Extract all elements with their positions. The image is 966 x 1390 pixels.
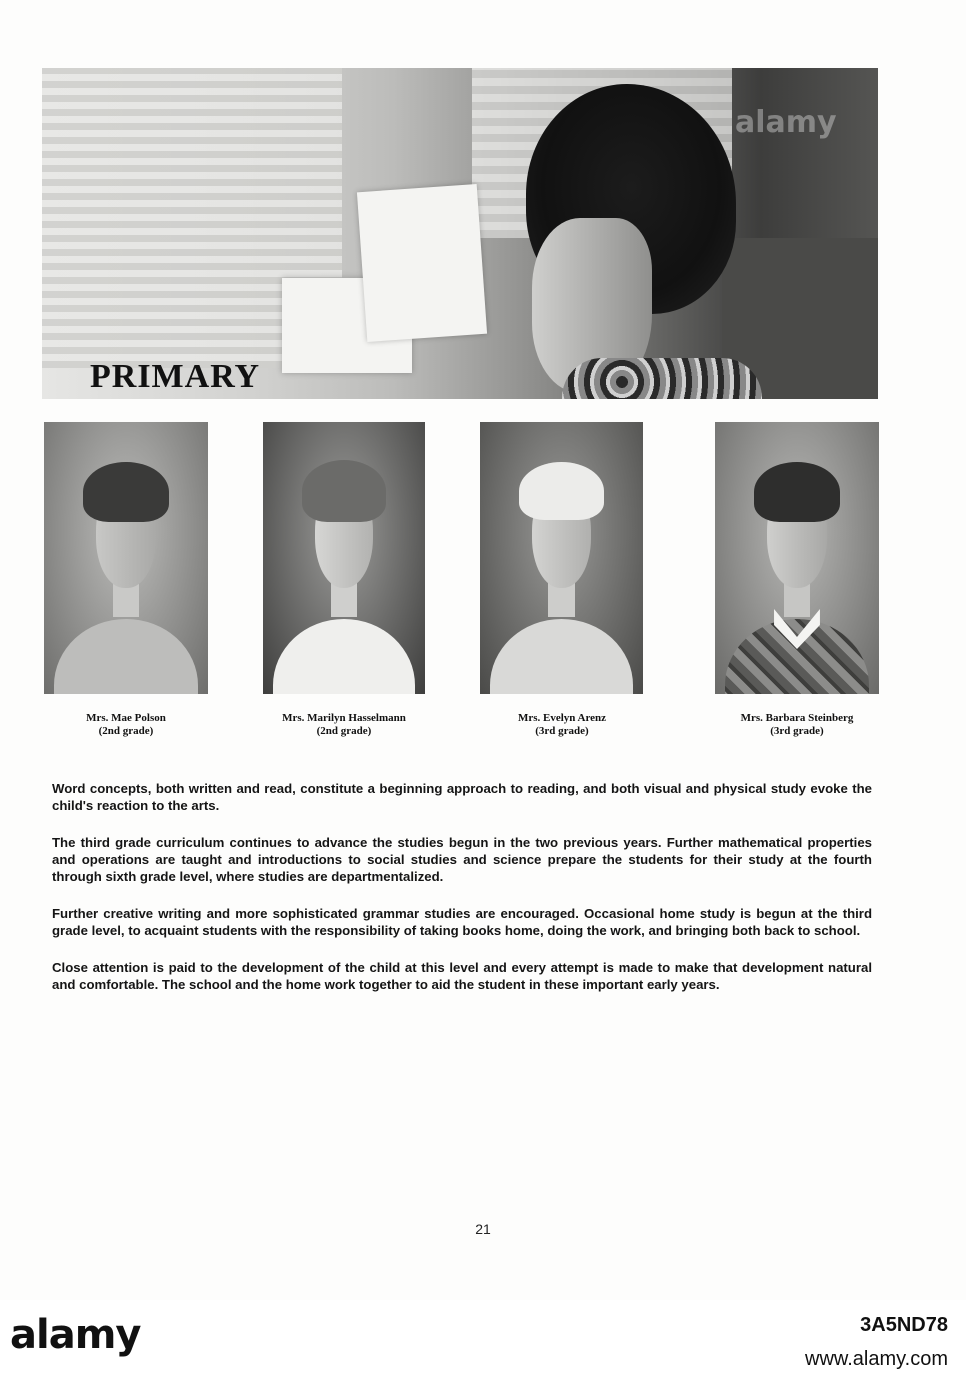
section-title: PRIMARY <box>90 358 261 395</box>
paper-sheet <box>357 184 487 342</box>
teacher-name: Mrs. Mae Polson <box>86 712 166 724</box>
portrait-hair <box>519 462 604 520</box>
watermark-url: www.alamy.com <box>805 1348 948 1370</box>
article-body <box>52 780 872 1013</box>
watermark-overlay: alamy <box>735 105 837 140</box>
portrait-hair <box>754 462 839 522</box>
teacher-grade: (3rd grade) <box>770 725 824 737</box>
teacher-grade: (2nd grade) <box>98 725 154 737</box>
paragraph: Word concepts, both written and read, constitute a beginning approach to reading, and both visual and physical study evoke the child's reaction to the arts. <box>52 781 872 813</box>
portrait-caption <box>467 712 657 738</box>
teacher-name: Mrs. Barbara Steinberg <box>740 712 854 724</box>
teacher-name: Mrs. Marilyn Hasselmann <box>282 712 406 724</box>
portrait-caption <box>31 712 221 738</box>
portrait-photo <box>263 422 425 694</box>
paragraph: Close attention is paid to the development of the child at this level and every attempt is made to make that development natural and comfortable. The school and the home work together to aid the student in these important early years. <box>52 960 872 992</box>
paragraph: Further creative writing and more sophisticated grammar studies are encouraged. Occasional home study is begun at the third grade level, to acquaint students with the responsibility of taking books home, doing the work, and bringing both back to school. <box>52 906 872 938</box>
portrait-hair <box>302 460 386 522</box>
paragraph: The third grade curriculum continues to advance the studies begun in the two previous years. Further mathematical properties and operations are taught and introductions to social studies and science prepare the students for their study at the fourth through sixth grade level, where studies are departmentalized. <box>52 835 872 884</box>
portrait-caption <box>702 712 892 738</box>
portrait-hair <box>83 462 168 522</box>
portrait-photo <box>480 422 643 694</box>
portrait-photo <box>44 422 208 694</box>
watermark-image-id: 3A5ND78 <box>860 1314 948 1336</box>
watermark-band <box>0 1300 966 1390</box>
teacher-name: Mrs. Evelyn Arenz <box>517 712 607 724</box>
watermark-logo: alamy <box>10 1312 141 1358</box>
teacher-grade: (3rd grade) <box>535 725 589 737</box>
portrait-photo <box>715 422 879 694</box>
page-number: 21 <box>475 1221 491 1237</box>
teacher-grade: (2nd grade) <box>316 725 372 737</box>
portrait-caption <box>249 712 439 738</box>
teacher-blouse <box>562 358 762 399</box>
